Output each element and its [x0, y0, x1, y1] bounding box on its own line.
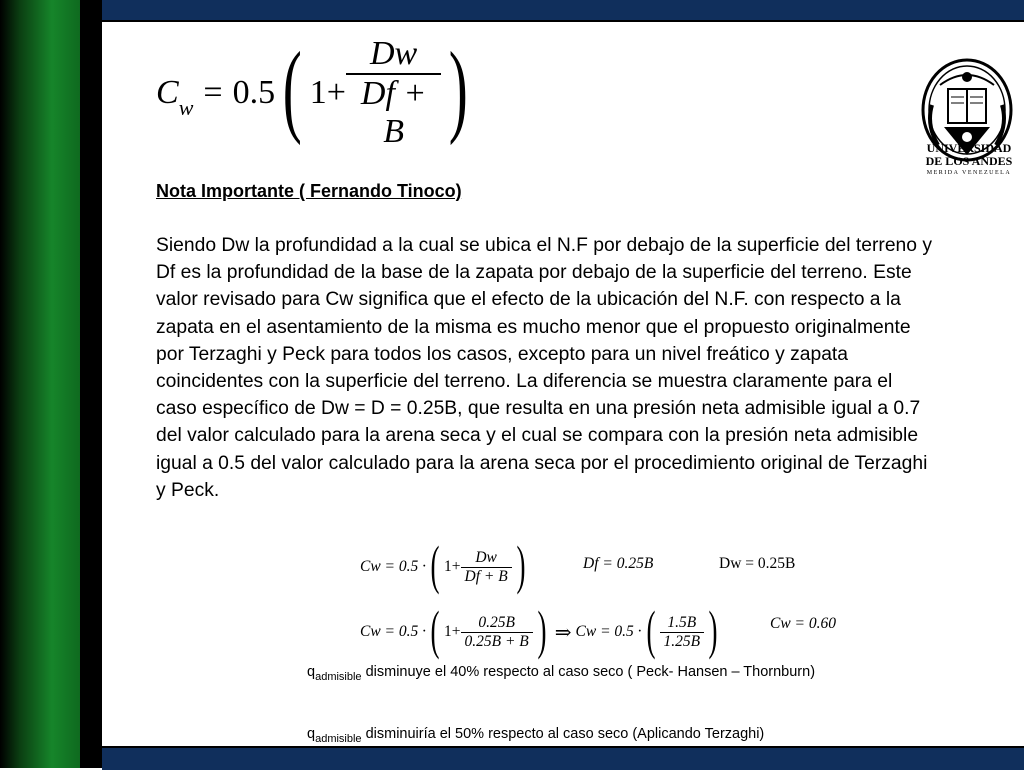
- left-decorative-bar: [0, 0, 80, 768]
- q-admisible-note-2: $q_{admisible}$ disminuiría el 50% respecto al caso seco (Aplicando Terzaghi): [307, 726, 765, 745]
- eq2-denominator2: 1.25B: [660, 632, 705, 651]
- eq2b-right-paren: ): [708, 600, 718, 660]
- eq2-denominator: 0.25B + B: [461, 632, 533, 651]
- equation-dw: Dw = 0.25B: [719, 555, 796, 572]
- right-paren: ): [449, 31, 469, 146]
- eq2-fraction: [461, 614, 533, 651]
- formula-coef: 0.5: [232, 74, 276, 111]
- eq2-fraction2: [660, 614, 705, 651]
- eq2-mid: Cw = 0.5 ·: [575, 623, 642, 640]
- eq1-lhs: Cw = 0.5 ·: [360, 558, 427, 575]
- top-band: [102, 0, 1024, 22]
- formula-one-plus: 1+: [309, 74, 346, 111]
- note-body: Siendo Dw la profundidad a la cual se ubica el N.F por debajo de la superficie del terreno y Df es la profundidad de la base de la zapata por debajo de la superficie del terreno. Este valor revisado para Cw significa que el efecto de la ubicación del N.F. con respecto a la zapata en el asentamiento de la misma es mucho menor que el propuesto originalmente por Terzaghi y Peck para todos los casos, excepto para un nivel freático y zapata coincidentes con la superficie del terreno. La diferencia se muestra claramente para el caso específico de Dw = D = 0.25B, que resulta en una presión neta admisible igual a 0.7 del valor calculado para la arena seca y el cual se compara con la presión neta admisible igual a 0.5 del valor calculado para la arena seca por el procedimiento original de Terzaghi y Peck.: [156, 235, 932, 501]
- eq2-lhs: Cw = 0.5 ·: [360, 623, 427, 640]
- eq2-numerator: 0.25B: [478, 613, 515, 631]
- eq2-numerator2: 1.5B: [667, 613, 697, 631]
- equation-cw-substituted: [360, 600, 722, 660]
- eq1-left-paren: (: [430, 535, 440, 595]
- bottom-band: [102, 746, 1024, 770]
- eq1-numerator: Dw: [475, 548, 497, 566]
- note-title: Nota Importante ( Fernando Tinoco): [156, 181, 462, 201]
- eq1-right-paren: ): [516, 535, 526, 595]
- university-name: UNIVERSIDAD DE LOS ANDES: [925, 141, 1013, 168]
- left-paren: (: [282, 31, 302, 146]
- eq2-left-paren: (: [430, 600, 440, 660]
- eq2-one-plus: 1+: [444, 623, 461, 640]
- q-admisible-note-1: $q_{admisible}$ disminuye el 40% respecto al caso seco ( Peck- Hansen – Thornburn): [307, 664, 816, 683]
- left-dark-stripe: [80, 0, 102, 768]
- equation-result: Cw = 0.60: [770, 615, 837, 632]
- formula-lhs: $C_w$: [156, 74, 194, 120]
- eq2b-left-paren: (: [646, 600, 656, 660]
- university-location: MERIDA VENEZUELA: [926, 170, 1012, 176]
- eq1-denominator: Df + B: [461, 567, 512, 586]
- formula-equals: =: [203, 74, 223, 111]
- formula-numerator: Dw: [370, 35, 418, 72]
- implies-arrow-icon: ⇒: [554, 621, 572, 644]
- eq1-fraction: [461, 549, 512, 586]
- eq2-right-paren: ): [537, 600, 547, 660]
- formula-denominator: Df + B: [346, 73, 441, 151]
- main-formula: [156, 31, 476, 150]
- formula-fraction: [346, 35, 441, 151]
- eq1-one-plus: 1+: [444, 558, 461, 575]
- equation-cw-general: [360, 535, 530, 595]
- equation-df: Df = 0.25B: [583, 555, 654, 572]
